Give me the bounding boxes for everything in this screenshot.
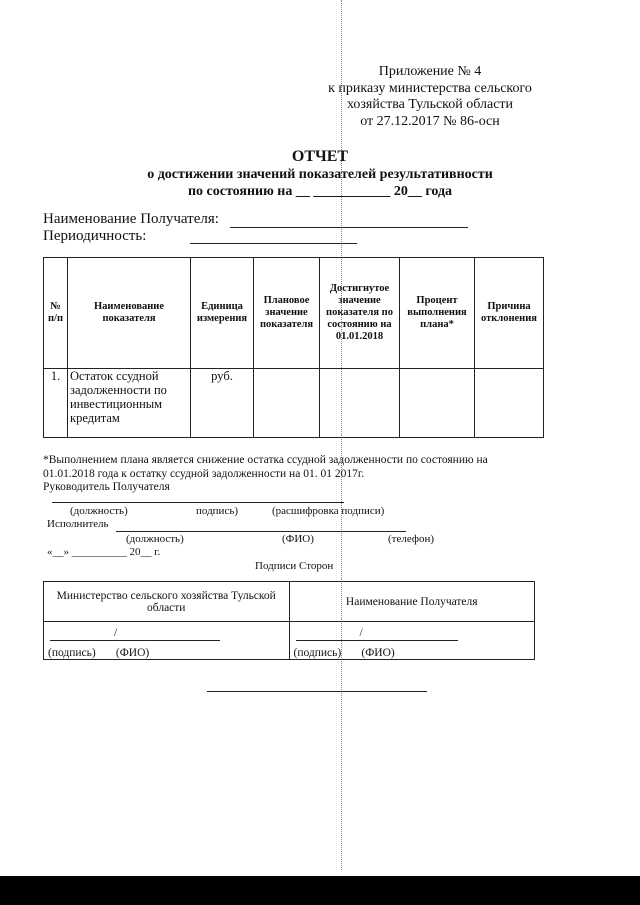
cell-name: Остаток ссудной задолженности по инвестиционным кредитам — [68, 369, 191, 438]
period-line[interactable] — [190, 243, 357, 244]
header-unit: Единица измерения — [191, 258, 254, 369]
footnote — [43, 454, 563, 495]
sign-row — [44, 622, 535, 660]
appendix-line-1: Приложение № 4 — [378, 64, 482, 79]
indicators-table — [43, 257, 544, 438]
cell-plan[interactable] — [254, 369, 320, 438]
header-num: № п/п — [44, 258, 68, 369]
sign-right-caption: (подпись) (ФИО) — [293, 647, 395, 659]
executor-label: Исполнитель — [47, 518, 109, 530]
sign-left-line: / — [50, 640, 220, 641]
header-plan: Плановое значение показателя — [254, 258, 320, 369]
footnote-line-1: *Выполнением плана является снижение остатка ссудной задолженности по состоянию на — [43, 454, 488, 466]
caption-position-2: (должность) — [126, 533, 184, 545]
header-reason: Причина отклонения — [475, 258, 544, 369]
cell-unit: руб. — [191, 369, 254, 438]
caption-position: (должность) — [70, 505, 128, 517]
report-status-date: по состоянию на __ ___________ 20__ года — [187, 184, 453, 199]
header-name: Наименование показателя — [68, 258, 191, 369]
executor-line[interactable] — [116, 531, 406, 532]
date-line[interactable]: «__» __________ 20__ г. — [47, 546, 161, 558]
sign-right-line: / — [296, 640, 458, 641]
sign-left-cell[interactable] — [44, 622, 290, 660]
table-header-row — [44, 258, 544, 369]
appendix-line-3: хозяйства Тульской области — [346, 97, 514, 112]
cell-reason[interactable] — [475, 369, 544, 438]
cell-achieved[interactable] — [320, 369, 400, 438]
period-label: Периодичность: — [43, 228, 147, 244]
parties-title: Подписи Сторон — [255, 560, 334, 572]
cell-num: 1. — [44, 369, 68, 438]
caption-decoding: (расшифровка подписи) — [272, 505, 385, 517]
appendix-line-4: от 27.12.2017 № 86-осн — [360, 113, 500, 129]
appendix-line-2: к приказу министерства сельского — [328, 80, 532, 96]
recipient-line[interactable] — [230, 227, 468, 228]
report-title: ОТЧЕТ — [291, 148, 349, 165]
caption-signature: подпись) — [196, 505, 239, 517]
closing-line — [207, 691, 427, 692]
sign-right-header: Наименование Получателя — [289, 582, 535, 622]
appendix-block — [300, 64, 560, 130]
report-subtitle: о достижении значений показателей результативности — [147, 167, 493, 182]
recipient-label: Наименование Получателя: — [43, 211, 219, 227]
footnote-line-2: 01.01.2018 года к остатку ссудной задолженности на 01. 01 2017г. — [43, 467, 365, 480]
sign-left-caption: (подпись) (ФИО) — [48, 647, 150, 659]
signatures-table — [43, 581, 535, 660]
footnote-line-3: Руководитель Получателя — [43, 481, 170, 493]
cell-percent[interactable] — [400, 369, 475, 438]
sign-header-row — [44, 582, 535, 622]
sign-left-header: Министерство сельского хозяйства Тульской области — [44, 582, 290, 622]
caption-phone: (телефон) — [388, 533, 435, 545]
header-achieved: Достигнутое значение показателя по состоянию на 01.01.2018 — [320, 258, 400, 369]
caption-fio: (ФИО) — [282, 533, 314, 545]
table-row — [44, 369, 544, 438]
scan-bottom-border — [0, 876, 640, 905]
head-signature-line[interactable] — [52, 502, 344, 503]
sign-right-cell[interactable] — [289, 622, 535, 660]
header-percent: Процент выполнения плана* — [400, 258, 475, 369]
